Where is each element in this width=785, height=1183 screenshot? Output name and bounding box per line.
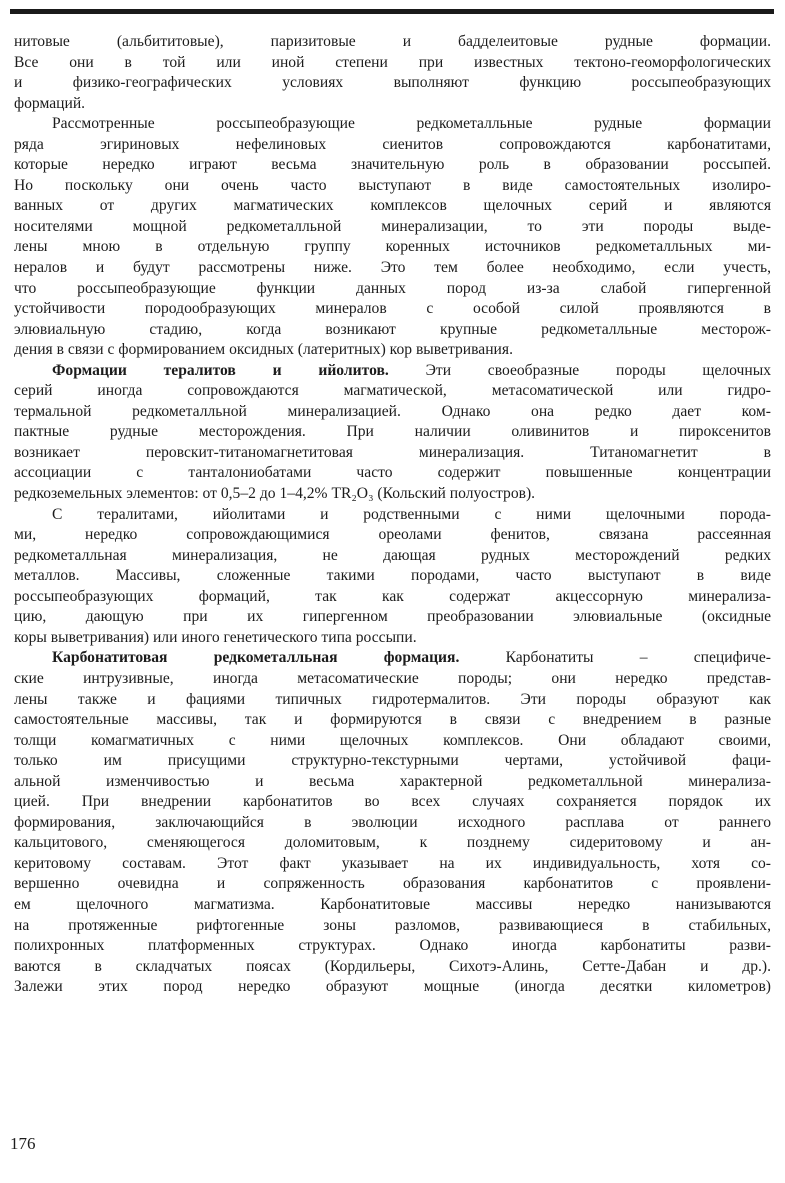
line-text: Эти своеобразные породы щелочных — [388, 361, 771, 379]
line-text: и физико-географических условиях выполняют функцию россыпеобразующих — [14, 74, 771, 92]
line-text: возникает перовскит-титаномагнетитовая минерализация. Титаномагнетит в — [14, 443, 771, 461]
text-line — [14, 546, 771, 567]
line-text: нитовые (альбититовые), паризитовые и бадделеитовые рудные формации. — [14, 33, 771, 50]
line-text: цией. При внедрении карбонатитов во всех случаях сохраняется порядок их — [14, 793, 771, 811]
line-text: металлов. Массивы, сложенные такими породами, часто выступают в виде — [14, 567, 771, 585]
text-line — [14, 587, 771, 608]
line-text: лены также и фациями типичных гидротермалитов. Эти породы образуют как — [14, 690, 771, 708]
text-line — [14, 237, 771, 258]
text-line — [14, 977, 771, 998]
line-text: керитовому составам. Этот факт указывает на их индивидуальность, хотя со- — [14, 854, 771, 872]
line-text: россыпеобразующих формаций, так как содержат акцессорную минерализа- — [14, 587, 771, 605]
line-text: редкометалльная минерализация, не дающая рудных месторождений редких — [14, 546, 771, 564]
text-line — [14, 751, 771, 772]
text-line — [14, 320, 771, 341]
line-text: нералов и будут рассмотрены ниже. Это тем более необходимо, если учесть, — [14, 259, 771, 277]
text-line — [14, 402, 771, 423]
text-line — [14, 258, 771, 279]
text-line — [14, 135, 771, 156]
line-text: ряда эгириновых нефелиновых сиенитов сопровождаются карбонатитами, — [14, 135, 771, 153]
text-line — [14, 731, 771, 752]
line-text: дения в связи с формированием оксидных (латеритных) кор выветривания. — [14, 341, 513, 359]
text-line — [14, 854, 771, 875]
text-line — [14, 443, 771, 464]
line-text: устойчивости породообразующих минералов с особой силой проявляются в — [14, 300, 771, 318]
text-line — [14, 772, 771, 793]
text-line — [14, 669, 771, 690]
body-text — [14, 32, 771, 998]
line-text: полихронных платформенных структурах. Однако иногда карбонатиты разви- — [14, 937, 771, 955]
text-line — [14, 833, 771, 854]
line-text: ем щелочного магматизма. Карбонатитовые массивы нередко нанизываются — [14, 895, 771, 913]
line-text: Карбонатиты – специфиче- — [459, 649, 771, 667]
line-text: ассоциации с танталониобатами часто содержит повышенные концентрации — [14, 464, 771, 482]
line-text: коры выветривания) или иного генетического типа россыпи. — [14, 628, 417, 646]
text-line — [14, 279, 771, 300]
line-text: формаций. — [14, 94, 86, 112]
line-text: самостоятельные массивы, так и формируются в связи с внедрением в разные — [14, 711, 771, 729]
line-text: альной изменчивостью и весьма характерной редкометалльной минерализа- — [14, 772, 771, 790]
line-text: ми, нередко сопровождающимися ореолами фенитов, связана рассеянная — [14, 526, 771, 544]
line-text: только им присущими структурно-текстурными чертами, устойчивой фаци- — [14, 752, 771, 770]
line-text: пактные рудные месторождения. При наличии оливинитов и пироксенитов — [14, 423, 771, 441]
text-line — [14, 607, 771, 628]
line-text: лены мною в отдельную группу коренных источников редкометалльных ми- — [14, 238, 771, 256]
text-line — [14, 936, 771, 957]
text-line — [14, 710, 771, 731]
text-line — [14, 155, 771, 176]
header-rule — [10, 9, 774, 14]
text-line — [14, 94, 771, 115]
text-line — [14, 525, 771, 546]
text-line — [14, 381, 771, 402]
line-text: редкоземельных элементов: от 0,5–2 до 1–4,2% TR₂O₃ (Кольский полуостров). — [14, 485, 536, 503]
line-text: ваются в складчатых поясах (Кордильеры, Сихотэ-Алинь, Сетте-Дабан и др.). — [14, 957, 771, 975]
text-line — [14, 874, 771, 895]
text-line — [14, 361, 771, 382]
line-text: Рассмотренные россыпеобразующие редкометалльные рудные формации — [52, 115, 771, 133]
text-line — [14, 73, 771, 94]
text-line — [14, 648, 771, 669]
text-line — [14, 895, 771, 916]
text-line — [14, 196, 771, 217]
line-text: С тералитами, ийолитами и родственными с ними щелочными порода- — [52, 505, 771, 523]
line-text: цию, дающую при их гипергенном преобразовании элювиальные (оксидные — [14, 608, 771, 626]
line-text: вершенно очевидна и сопряженность образования карбонатитов с проявлени- — [14, 875, 771, 893]
text-line — [14, 340, 771, 361]
text-line — [14, 32, 771, 53]
line-text: кальцитового, сменяющегося доломитовым, к позднему сидеритовому и ан- — [14, 834, 771, 852]
text-line — [14, 957, 771, 978]
line-text: Но поскольку они очень часто выступают в виде самостоятельных изолиро- — [14, 176, 771, 194]
text-line — [14, 628, 771, 649]
text-line — [14, 484, 771, 505]
text-line — [14, 217, 771, 238]
line-text: Залежи этих пород нередко образуют мощные (иногда десятки километров) — [14, 978, 771, 996]
line-text: ванных от других магматических комплексов щелочных серий и являются — [14, 197, 771, 215]
text-line — [14, 422, 771, 443]
text-line — [14, 690, 771, 711]
text-line — [14, 176, 771, 197]
text-line — [14, 299, 771, 320]
text-line — [14, 53, 771, 74]
text-line — [14, 505, 771, 526]
section-heading: Формации тералитов и ийолитов. — [52, 361, 389, 379]
text-line — [14, 813, 771, 834]
line-text: элювиальную стадию, когда возникают крупные редкометалльные месторож- — [14, 320, 771, 338]
line-text: серий иногда сопровождаются магматической, метасоматической или гидро- — [14, 382, 771, 400]
line-text: которые нередко играют весьма значительную роль в образовании россыпей. — [14, 156, 771, 174]
text-line — [14, 463, 771, 484]
text-line — [14, 792, 771, 813]
page-number: 176 — [10, 1134, 36, 1153]
line-text: Все они в той или иной степени при известных тектоно-геоморфологических — [14, 53, 771, 71]
line-text: что россыпеобразующие функции данных пород из-за слабой гипергенной — [14, 279, 771, 297]
text-line — [14, 566, 771, 587]
text-line — [14, 916, 771, 937]
line-text: термальной редкометалльной минерализацией. Однако она редко дает ком- — [14, 402, 771, 420]
section-heading: Карбонатитовая редкометалльная формация. — [52, 649, 460, 667]
line-text: ские интрузивные, иногда метасоматические породы; они нередко представ- — [14, 669, 771, 687]
line-text: формирования, заключающийся в эволюции исходного расплава от раннего — [14, 813, 771, 831]
line-text: на протяженные рифтогенные зоны разломов, развивающиеся в стабильных, — [14, 916, 771, 934]
line-text: носителями мощной редкометалльной минерализации, то эти породы выде- — [14, 217, 771, 235]
text-line — [14, 114, 771, 135]
line-text: толщи комагматичных с ними щелочных комплексов. Они обладают своими, — [14, 731, 771, 749]
